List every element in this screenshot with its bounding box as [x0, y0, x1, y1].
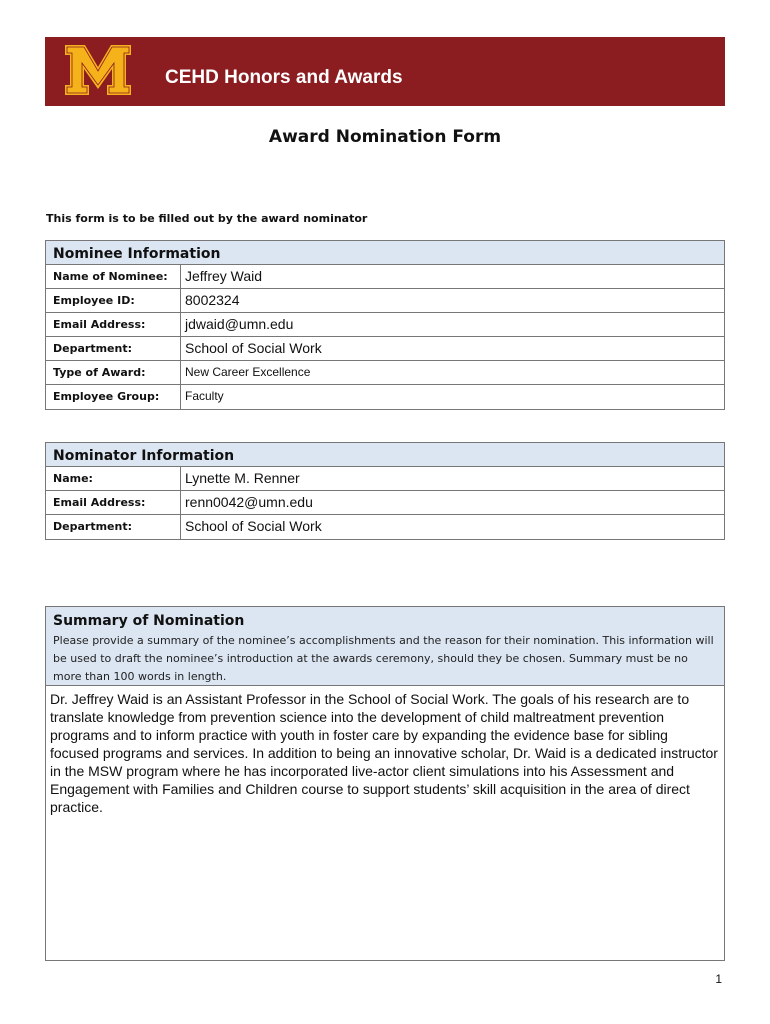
summary-text-field[interactable]: Dr. Jeffrey Waid is an Assistant Professor in the School of Social Work. The goals of his research are to translate knowledge from prevention science into the development of child maltreatment prevention programs and to inform practice with youth in foster care by expanding the evidence base for sibling focused programs and services. In addition to being an innovative scholar, Dr. Waid is a dedicated instructor in the MSW program where he has incorporated live-actor client simulations into his Assessment and Engagement with Families and Children course to support students’ skill acquisition in the area of direct practice. [50, 691, 718, 815]
block-m-logo [63, 45, 133, 95]
nominee-name-field[interactable]: Jeffrey Waid [185, 268, 263, 284]
summary-header [46, 607, 724, 686]
field-label: Email Address: [46, 491, 181, 514]
field-label: Email Address: [46, 313, 181, 336]
field-label: Employee Group: [46, 385, 181, 409]
field-label: Type of Award: [46, 361, 181, 384]
page-number: 1 [715, 972, 722, 986]
nominee-name-row [46, 265, 724, 289]
header-banner [45, 37, 725, 106]
nominee-section [45, 240, 725, 410]
award-type-row [46, 361, 724, 385]
nominator-department-row [46, 515, 724, 539]
field-label: Name of Nominee: [46, 265, 181, 288]
employee-id-row [46, 289, 724, 313]
nominator-email-row [46, 491, 724, 515]
nominator-department-field[interactable]: School of Social Work [185, 518, 322, 534]
nominator-section [45, 442, 725, 540]
form-title: Award Nomination Form [268, 127, 502, 147]
nominee-email-row [46, 313, 724, 337]
award-type-field[interactable]: New Career Excellence [185, 365, 311, 379]
field-label: Employee ID: [46, 289, 181, 312]
field-label: Name: [46, 467, 181, 490]
nominator-email-field[interactable]: renn0042@umn.edu [185, 494, 313, 510]
summary-instructions: Please provide a summary of the nominee’s accomplishments and the reason for their nomination. This information will be used to draft the nominee’s introduction at the awards ceremony, should they be chosen. Summary must be no more than 100 words in length. [53, 634, 714, 683]
nominee-email-field[interactable]: jdwaid@umn.edu [185, 316, 294, 332]
nominator-name-row [46, 467, 724, 491]
nominee-heading: Nominee Information [46, 241, 724, 265]
summary-heading: Summary of Nomination [53, 613, 245, 629]
employee-group-field[interactable]: Faculty [185, 389, 224, 403]
employee-group-row [46, 385, 724, 409]
banner-title: CEHD Honors and Awards [165, 67, 403, 88]
nominee-department-row [46, 337, 724, 361]
employee-id-field[interactable]: 8002324 [185, 292, 240, 308]
nominator-heading: Nominator Information [46, 443, 724, 467]
field-label: Department: [46, 337, 181, 360]
intro-text: This form is to be filled out by the award nominator [46, 212, 368, 225]
field-label: Department: [46, 515, 181, 539]
summary-section [45, 606, 725, 961]
nominator-name-field[interactable]: Lynette M. Renner [185, 470, 300, 486]
nominee-department-field[interactable]: School of Social Work [185, 340, 322, 356]
